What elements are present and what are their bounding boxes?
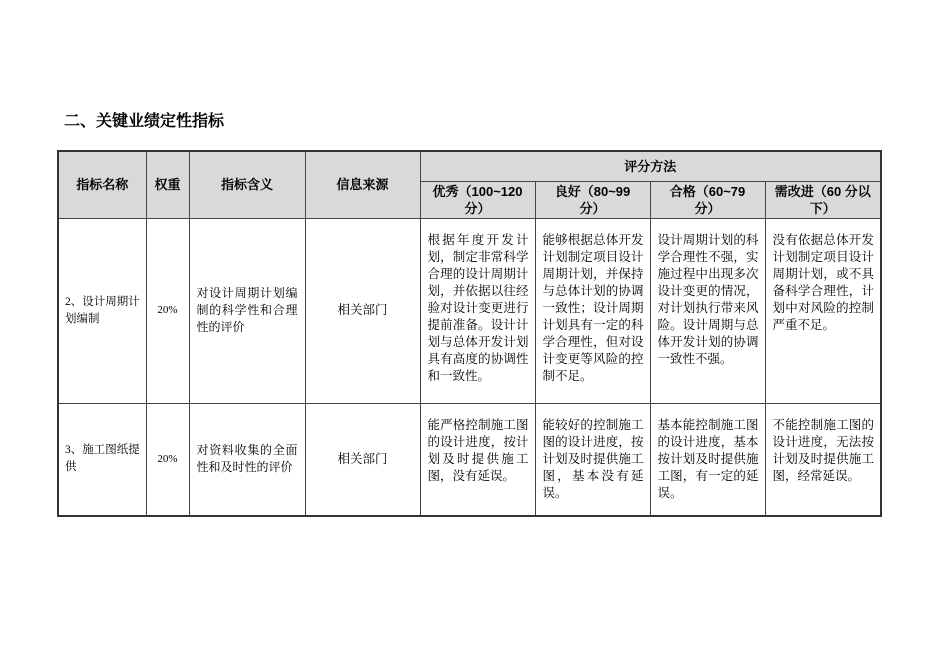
header-source: 信息来源 [305,151,420,218]
rating-cell-needs-improvement: 不能控制施工图的设计进度，无法按计划及时提供施工图，经常延误。 [765,403,881,516]
table-row [58,218,881,403]
header-scoring-method: 评分方法 [420,151,881,181]
header-grade-pass [650,181,765,218]
grade-label-line: 良好（80~99 [554,183,631,199]
table-row [58,403,881,516]
rating-cell-pass: 设计周期计划的科学合理性不强，实施过程中出现多次设计变更的情况，对计划执行带来风险。设计周期与总体开发计划的协调一致性不强。 [650,218,765,403]
meaning-cell: 对资料收集的全面性和及时性的评价 [189,403,305,516]
header-index-name: 指标名称 [58,151,146,218]
rating-cell-excellent: 能严格控制施工图的设计进度，按计划及时提供施工图，没有延误。 [420,403,535,516]
grade-label-line: 分） [694,200,721,216]
grade-label-line: 分） [579,200,606,216]
source-cell: 相关部门 [305,218,420,403]
grade-label-line: 合格（60~79 [669,183,746,199]
rating-cell-needs-improvement: 没有依据总体开发计划制定项目设计周期计划，或不具备科学合理性，计划中对风险的控制严重不足。 [765,218,881,403]
weight-cell: 20% [146,403,189,516]
grade-label-line: 优秀（100~120 [432,183,523,199]
header-grade-needs-improvement [765,181,881,218]
header-meaning: 指标含义 [189,151,305,218]
header-weight: 权重 [146,151,189,218]
grade-label-line: 下） [809,200,836,216]
rating-cell-good: 能较好的控制施工图的设计进度，按计划及时提供施工图，基本没有延误。 [535,403,650,516]
rating-cell-pass: 基本能控制施工图的设计进度，基本按计划及时提供施工图，有一定的延误。 [650,403,765,516]
meaning-cell: 对设计周期计划编制的科学性和合理性的评价 [189,218,305,403]
section-heading: 二、关键业绩定性指标 [64,113,225,130]
rating-cell-excellent: 根据年度开发计划，制定非常科学合理的设计周期计划，并依据以往经验对设计变更进行提前准备。设计计划与总体开发计划具有高度的协调性和一致性。 [420,218,535,403]
table-header [58,151,881,218]
index-name-cell: 2、设计周期计划编制 [58,218,146,403]
table-body [58,218,881,516]
index-name-cell: 3、施工图纸提供 [58,403,146,516]
header-grade-excellent [420,181,535,218]
rating-cell-good: 能够根据总体开发计划制定项目设计周期计划，并保持与总体计划的协调一致性；设计周期计划具有一定的科学合理性，但对设计变更等风险的控制不足。 [535,218,650,403]
weight-cell: 20% [146,218,189,403]
source-cell: 相关部门 [305,403,420,516]
grade-label-line: 分） [464,200,491,216]
qualitative-kpi-table [57,150,882,517]
grade-label-line: 需改进（60 分以 [774,183,871,199]
header-grade-good [535,181,650,218]
table-header-row [58,151,881,181]
